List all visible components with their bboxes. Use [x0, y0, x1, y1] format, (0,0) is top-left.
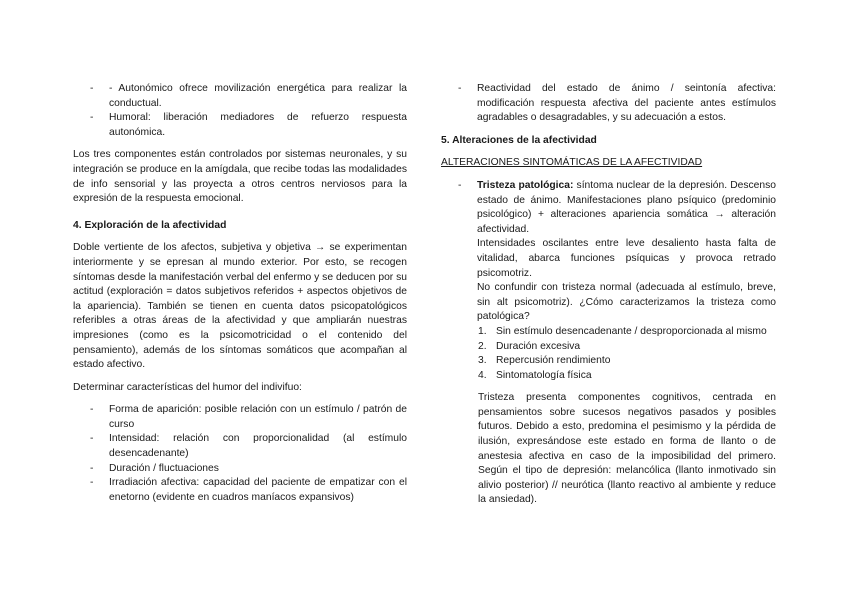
- right-column: [441, 82, 776, 516]
- characteristics-list: [73, 403, 407, 505]
- list-number: 2.: [478, 340, 487, 352]
- sadness-list: [441, 179, 776, 325]
- list-item: [441, 179, 776, 325]
- sadness-intensity: Intensidades oscilantes entre leve desaliento hasta falta de vitalidad, abarca funciones psíquicas y provoca retrado psicomotriz.: [477, 238, 776, 279]
- autonomic-list: [73, 82, 407, 140]
- list-number: 3.: [478, 355, 487, 367]
- dash-bullet: -: [458, 83, 462, 94]
- sadness-term: Tristeza patológica:: [477, 179, 574, 191]
- reactivity-list: [441, 82, 776, 126]
- list-item: - Reactividad del estado de ánimo / seintonía afectiva: modificación respuesta afectiva del paciente antes estímulos agradables o desagradables, y su adecuación a estos.: [458, 83, 776, 124]
- list-item: - Intensidad: relación con proporcionalidad (al estímulo desencadenante): [90, 433, 407, 460]
- dash-bullet: -: [90, 83, 94, 94]
- left-column: [73, 82, 407, 513]
- list-item: - Forma de aparición: posible relación con un estímulo / patrón de curso: [90, 404, 407, 430]
- dash-bullet: -: [90, 433, 94, 445]
- components-paragraph: Los tres componentes están controlados por sistemas neuronales, y su integración se produce en la amígdala, que recibe todas las modalidades de info sensorial y las proyecta a otros centros nerviosos para la expresión de la respuesta emocional.: [73, 149, 407, 205]
- dash-bullet: -: [90, 462, 94, 474]
- dash-bullet: -: [90, 404, 94, 416]
- dash-bullet: -: [90, 112, 94, 124]
- cognitive-paragraph: Tristeza presenta componentes cognitivos, centrada en pensamientos sobre sucesos negativos pasados y posibles futuros. Debido a esto, predomina el pesimismo y la pérdida de ilusión, expresándose este estado en forma de llanto o de anestesia afectiva en caso de la imposibilidad del primero. Según el tipo de depresión: melancólica (llanto inmotivado sin alivio posterior) // neurótica (llanto reactivo al ambiente y reduce la ansiedad).: [478, 392, 776, 506]
- section-4-heading: 4. Exploración de la afectividad: [73, 219, 227, 231]
- list-item: 1. Sin estímulo desencadenante / desproporcionada al mismo: [478, 325, 776, 340]
- list-number: 1.: [478, 325, 487, 337]
- list-item: - - Autonómico ofrece movilización energética para realizar la conductual.: [90, 83, 407, 109]
- list-number: 4.: [478, 369, 487, 381]
- sadness-definition: síntoma nuclear de la depresión. Descenso estado de ánimo. Manifestaciones plano psíquico (predominio psicológico) + alteraciones apariencia somática → alteración afectividad.: [477, 179, 776, 235]
- determine-paragraph: Determinar características del humor del indivifuo:: [73, 381, 302, 393]
- list-item: - Duración / fluctuaciones: [73, 462, 407, 477]
- list-item: 3. Repercusión rendimiento: [478, 354, 776, 369]
- subheading: ALTERACIONES SINTOMÁTICAS DE LA AFECTIVIDAD: [441, 157, 703, 169]
- section-5-heading: 5. Alteraciones de la afectividad: [441, 134, 597, 146]
- dash-bullet: -: [458, 179, 462, 191]
- criteria-list: [441, 325, 776, 383]
- list-item: - Irradiación afectiva: capacidad del paciente de empatizar con el enetorno (evidente en cuadros maníacos expansivos): [90, 477, 407, 503]
- list-item: - Humoral: liberación mediadores de refuerzo respuesta autonómica.: [90, 112, 407, 138]
- dash-bullet: -: [90, 477, 94, 489]
- sadness-question: No confundir con tristeza normal (adecuada al estímulo, breve, sin alt psicomotriz). ¿Cómo caracterizamos la tristeza como patológica?: [477, 282, 776, 323]
- list-item: 2. Duración excesiva: [478, 340, 776, 355]
- exploration-paragraph: Doble vertiente de los afectos, subjetiva y objetiva → se experimentan interiormente y se epresan al mundo exterior. Por esto, se recogen síntomas desde la manifestación verbal del enfermo y se deducen por su actitud (exploración = datos subjetivos referidos + aspectos objetivos de la apariencia). También se tienen en cuenta datos psicopatológicos referibles a otras áreas de la afectividad y que ampliarán nuestras impresiones (como es la psicomotricidad o el contenido del pensamiento), además de los síntomas somáticos que acompañan al estado afectivo.: [73, 242, 407, 371]
- list-item: 4. Sintomatología física: [478, 369, 776, 384]
